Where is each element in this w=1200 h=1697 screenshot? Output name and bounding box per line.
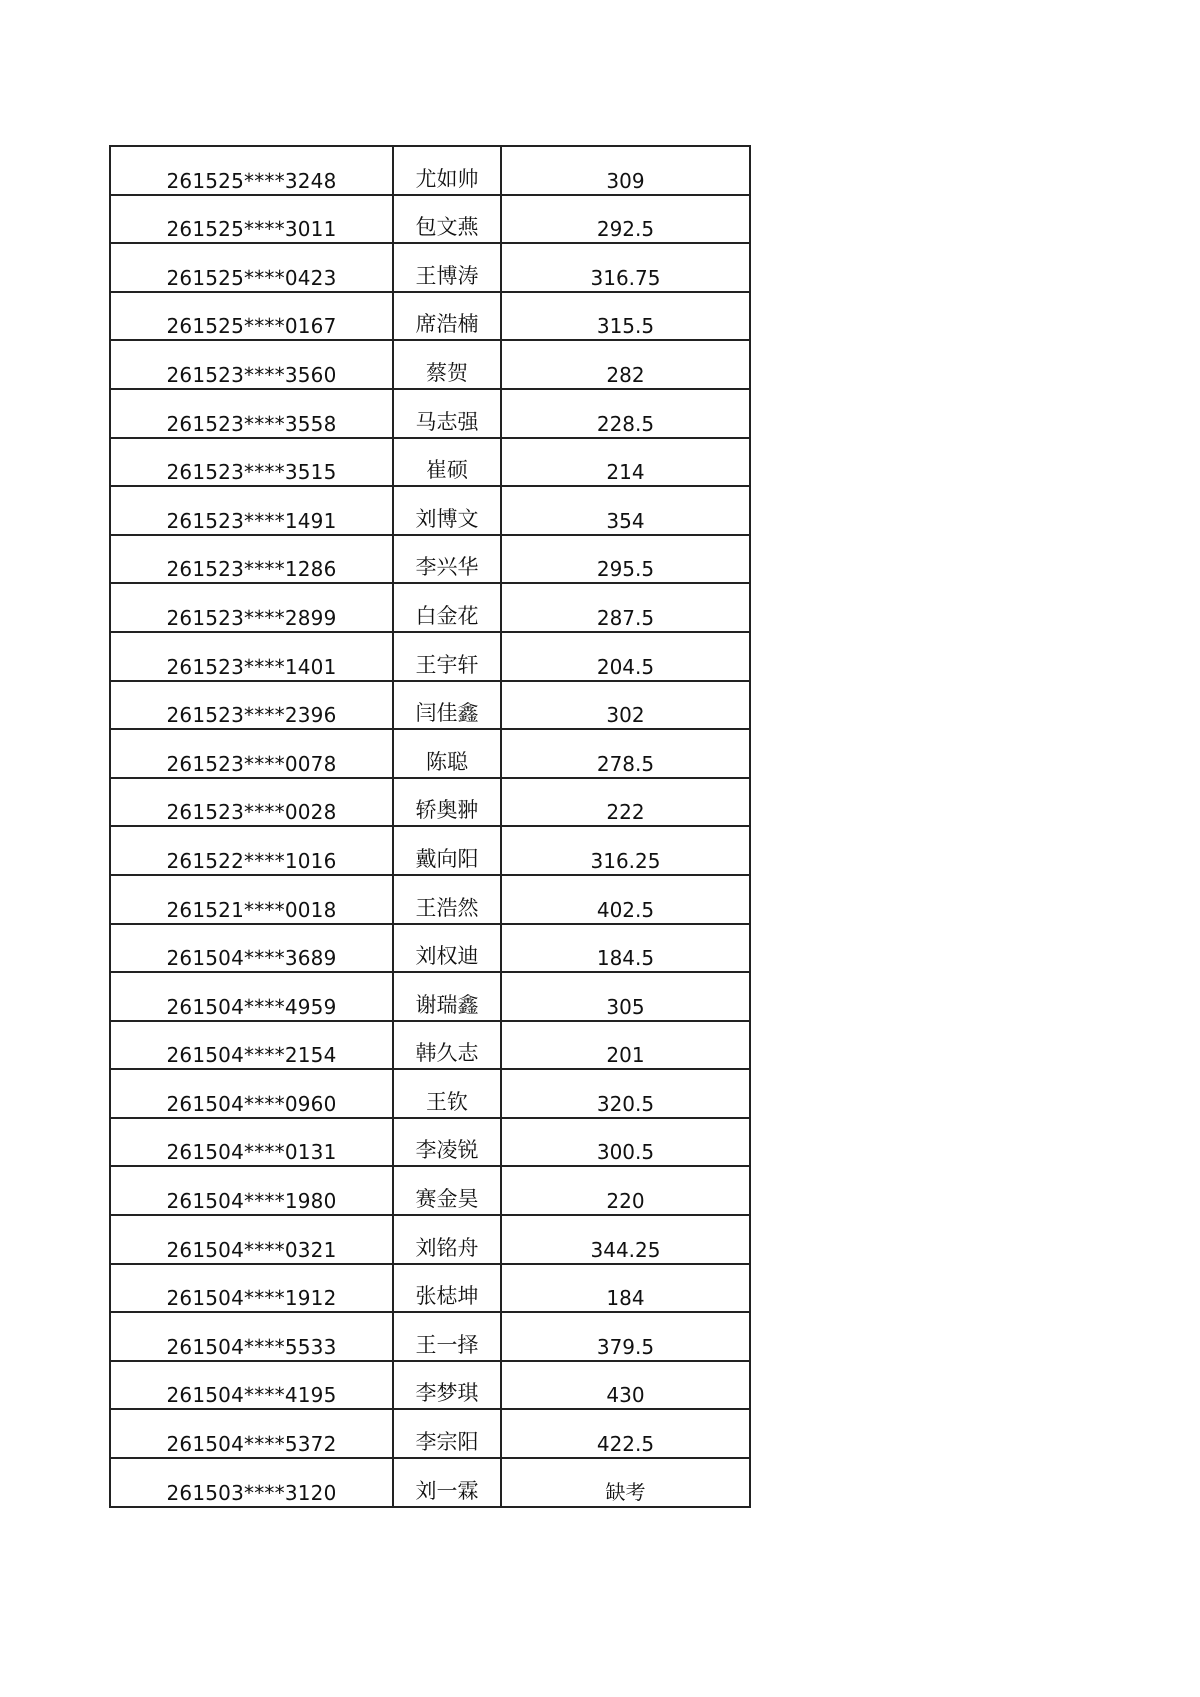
candidate-score-cell: 295.5: [501, 535, 750, 584]
candidate-score-cell: 292.5: [501, 195, 750, 244]
candidate-id-cell: 261504****0321: [110, 1215, 393, 1264]
table-row: [110, 1409, 750, 1458]
candidate-name-cell: 王博涛: [393, 243, 501, 292]
candidate-id-cell: 261504****1912: [110, 1264, 393, 1313]
candidate-id-cell: 261504****0131: [110, 1118, 393, 1167]
candidate-score-cell: 184.5: [501, 924, 750, 973]
candidate-score-cell: 302: [501, 681, 750, 730]
candidate-name-cell: 李梦琪: [393, 1361, 501, 1410]
table-row: [110, 438, 750, 487]
candidate-score-cell: 344.25: [501, 1215, 750, 1264]
candidate-score-cell: 缺考: [501, 1458, 750, 1507]
candidate-score-cell: 278.5: [501, 729, 750, 778]
candidate-name-cell: 王浩然: [393, 875, 501, 924]
table-row: [110, 292, 750, 341]
candidate-id-cell: 261504****5372: [110, 1409, 393, 1458]
candidate-name-cell: 韩久志: [393, 1021, 501, 1070]
candidate-id-cell: 261525****3248: [110, 146, 393, 195]
candidate-id-cell: 261525****0423: [110, 243, 393, 292]
candidate-id-cell: 261523****0028: [110, 778, 393, 827]
candidate-score-cell: 201: [501, 1021, 750, 1070]
candidate-name-cell: 王一择: [393, 1312, 501, 1361]
candidate-score-cell: 315.5: [501, 292, 750, 341]
candidate-id-cell: 261503****3120: [110, 1458, 393, 1507]
candidate-name-cell: 刘权迪: [393, 924, 501, 973]
table-row: [110, 1166, 750, 1215]
candidate-score-cell: 214: [501, 438, 750, 487]
candidate-name-cell: 陈聪: [393, 729, 501, 778]
candidate-id-cell: 261525****3011: [110, 195, 393, 244]
candidate-score-cell: 282: [501, 340, 750, 389]
score-table-body: [110, 146, 750, 1507]
candidate-name-cell: 崔硕: [393, 438, 501, 487]
candidate-score-cell: 422.5: [501, 1409, 750, 1458]
candidate-name-cell: 李兴华: [393, 535, 501, 584]
candidate-id-cell: 261522****1016: [110, 826, 393, 875]
candidate-score-cell: 402.5: [501, 875, 750, 924]
table-row: [110, 146, 750, 195]
candidate-score-cell: 430: [501, 1361, 750, 1410]
candidate-id-cell: 261523****1286: [110, 535, 393, 584]
candidate-score-cell: 305: [501, 972, 750, 1021]
table-row: [110, 1458, 750, 1507]
candidate-score-cell: 354: [501, 486, 750, 535]
candidate-name-cell: 赛金昊: [393, 1166, 501, 1215]
candidate-id-cell: 261523****0078: [110, 729, 393, 778]
candidate-name-cell: 戴向阳: [393, 826, 501, 875]
candidate-name-cell: 包文燕: [393, 195, 501, 244]
candidate-name-cell: 李宗阳: [393, 1409, 501, 1458]
table-row: [110, 972, 750, 1021]
candidate-name-cell: 尤如帅: [393, 146, 501, 195]
candidate-score-cell: 287.5: [501, 583, 750, 632]
candidate-id-cell: 261523****1491: [110, 486, 393, 535]
table-row: [110, 243, 750, 292]
candidate-name-cell: 刘博文: [393, 486, 501, 535]
candidate-name-cell: 闫佳鑫: [393, 681, 501, 730]
candidate-id-cell: 261504****2154: [110, 1021, 393, 1070]
candidate-id-cell: 261523****2899: [110, 583, 393, 632]
table-row: [110, 729, 750, 778]
table-row: [110, 924, 750, 973]
candidate-score-cell: 204.5: [501, 632, 750, 681]
candidate-name-cell: 张梽坤: [393, 1264, 501, 1313]
candidate-id-cell: 261504****1980: [110, 1166, 393, 1215]
table-row: [110, 778, 750, 827]
candidate-name-cell: 谢瑞鑫: [393, 972, 501, 1021]
table-row: [110, 1021, 750, 1070]
candidate-id-cell: 261523****2396: [110, 681, 393, 730]
candidate-score-cell: 379.5: [501, 1312, 750, 1361]
candidate-score-cell: 309: [501, 146, 750, 195]
table-row: [110, 195, 750, 244]
candidate-id-cell: 261523****3560: [110, 340, 393, 389]
table-row: [110, 1118, 750, 1167]
candidate-name-cell: 轿奥翀: [393, 778, 501, 827]
candidate-name-cell: 李凌锐: [393, 1118, 501, 1167]
candidate-score-cell: 300.5: [501, 1118, 750, 1167]
candidate-score-cell: 228.5: [501, 389, 750, 438]
table-row: [110, 1069, 750, 1118]
candidate-name-cell: 白金花: [393, 583, 501, 632]
candidate-name-cell: 马志强: [393, 389, 501, 438]
candidate-name-cell: 刘铭舟: [393, 1215, 501, 1264]
candidate-name-cell: 刘一霖: [393, 1458, 501, 1507]
table-row: [110, 583, 750, 632]
candidate-name-cell: 蔡贺: [393, 340, 501, 389]
candidate-score-cell: 316.75: [501, 243, 750, 292]
table-row: [110, 681, 750, 730]
table-row: [110, 826, 750, 875]
table-row: [110, 535, 750, 584]
candidate-id-cell: 261525****0167: [110, 292, 393, 341]
table-row: [110, 632, 750, 681]
table-row: [110, 1361, 750, 1410]
candidate-score-cell: 222: [501, 778, 750, 827]
candidate-id-cell: 261504****4195: [110, 1361, 393, 1410]
candidate-name-cell: 王宇轩: [393, 632, 501, 681]
table-row: [110, 389, 750, 438]
table-row: [110, 875, 750, 924]
candidate-id-cell: 261523****3515: [110, 438, 393, 487]
candidate-score-cell: 316.25: [501, 826, 750, 875]
candidate-score-cell: 220: [501, 1166, 750, 1215]
table-row: [110, 340, 750, 389]
candidate-score-cell: 184: [501, 1264, 750, 1313]
candidate-name-cell: 席浩楠: [393, 292, 501, 341]
candidate-score-cell: 320.5: [501, 1069, 750, 1118]
score-table: [109, 145, 751, 1508]
candidate-id-cell: 261523****1401: [110, 632, 393, 681]
table-row: [110, 1312, 750, 1361]
candidate-id-cell: 261504****5533: [110, 1312, 393, 1361]
candidate-name-cell: 王钦: [393, 1069, 501, 1118]
candidate-id-cell: 261504****3689: [110, 924, 393, 973]
candidate-id-cell: 261523****3558: [110, 389, 393, 438]
candidate-id-cell: 261504****0960: [110, 1069, 393, 1118]
table-row: [110, 1215, 750, 1264]
candidate-id-cell: 261521****0018: [110, 875, 393, 924]
table-row: [110, 486, 750, 535]
table-row: [110, 1264, 750, 1313]
candidate-id-cell: 261504****4959: [110, 972, 393, 1021]
